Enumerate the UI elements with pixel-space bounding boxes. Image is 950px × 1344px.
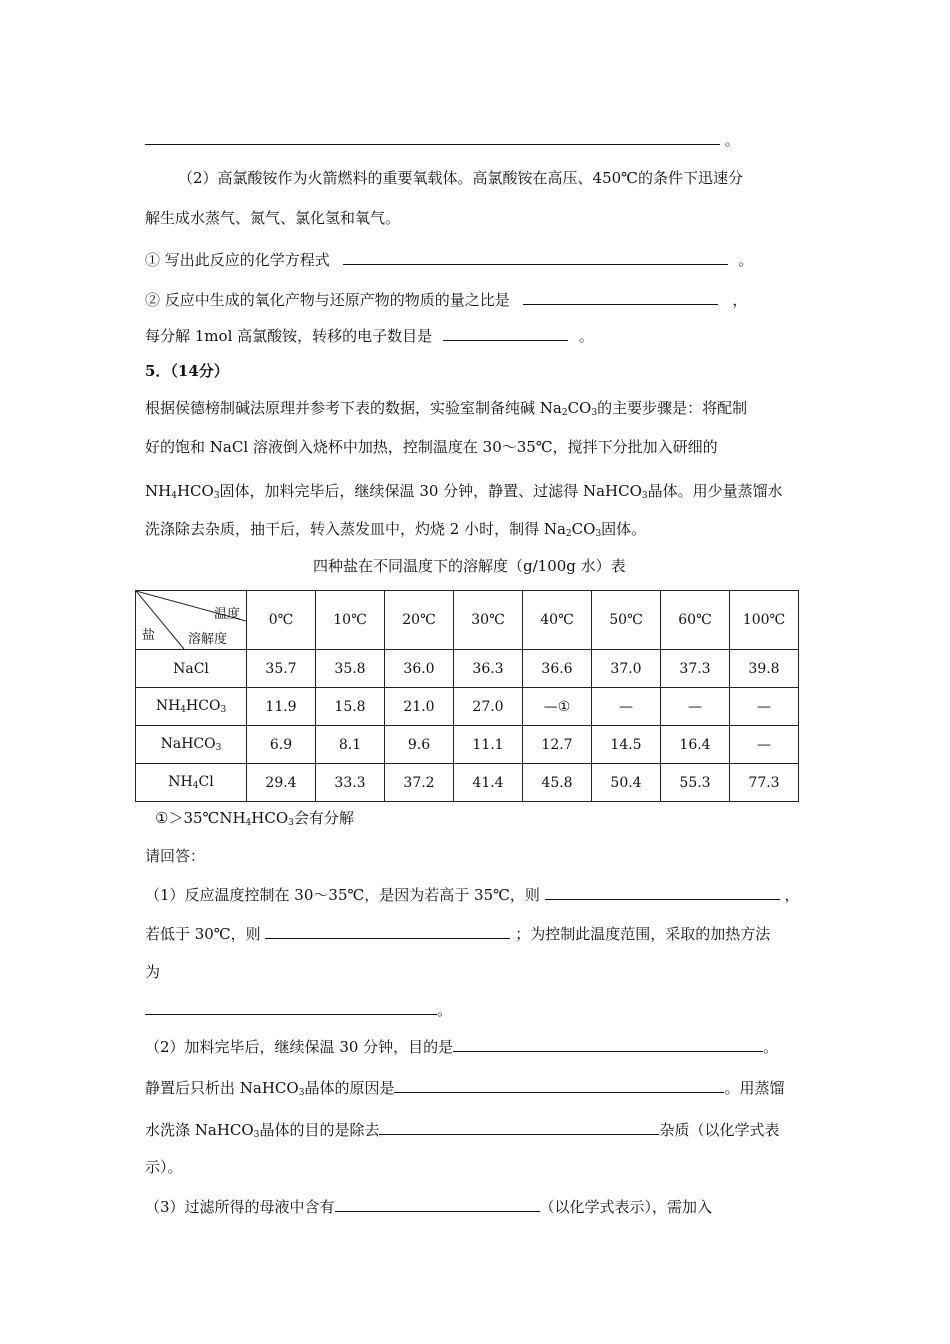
value-cell: 50.4 [592,764,661,802]
value-cell: 45.8 [523,764,592,802]
sub-question-text: ① 写出此反应的化学方程式 [145,251,330,269]
value-cell: 37.2 [385,764,454,802]
header-cell: 50℃ [592,591,661,650]
value-cell: 12.7 [523,726,592,764]
value-cell: 8.1 [316,726,385,764]
table-row [136,764,799,802]
salt-cell: NaCl [136,650,247,688]
q5-2-line4: 示）。 [145,1158,183,1176]
answer-blank[interactable] [453,1035,763,1052]
table-row [136,688,799,726]
q4-2-line2: 解生成水蒸气、氮气、氯化氢和氧气。 [145,209,401,227]
q5-3-line1: （3）过滤所得的母液中含有 （以化学式表示），需加入 [145,1195,712,1217]
q5-1-line3: 为 [145,963,161,981]
table-footnote: $①>35℃NH_4HCO_3$会有分解 [155,809,354,828]
answer-blank[interactable] [335,1195,540,1212]
table-row [136,650,799,688]
answer-blank[interactable] [145,128,720,145]
value-cell: 33.3 [316,764,385,802]
q5-1-line1: （1）反应温度控制在 30～35℃，是因为若高于 35℃，则 ， [145,883,799,905]
header-cell: 30℃ [454,591,523,650]
value-cell: 36.0 [385,650,454,688]
value-cell: 55.3 [661,764,730,802]
answer-blank[interactable] [545,883,780,900]
salt-cell: NaHCO$_3$ [136,726,247,764]
answer-line-top [145,128,740,150]
value-cell: 11.9 [247,688,316,726]
value-cell: 16.4 [661,726,730,764]
header-cell: 40℃ [523,591,592,650]
answer-blank[interactable] [265,922,510,939]
punctuation: 。 [738,251,754,269]
table-corner-cell [136,591,247,650]
q5-para-line2: 好的饱和 NaCl 溶液倒入烧杯中加热，控制温度在 30～35℃，搅拌下分批加入研细的 [145,438,718,456]
q4-2-sub1 [145,248,753,270]
answer-blank[interactable] [145,998,437,1015]
q5-heading: 5．（14分） [145,362,229,380]
value-cell: 35.7 [247,650,316,688]
value-cell: 41.4 [454,764,523,802]
value-cell: 39.8 [730,650,799,688]
sub-question-text: 每分解 1mol 高氯酸铵，转移的电子数目是 [145,327,433,345]
sub-question-text: ② 反应中生成的氧化产物与还原产物的物质的量之比是 [145,291,510,309]
answer-prompt: 请回答： [145,847,206,865]
q4-2-sub3 [145,324,594,346]
value-cell: 21.0 [385,688,454,726]
q5-para-line4: 洗涤除去杂质，抽干后，转入蒸发皿中，灼烧 2 小时，制得 $Na_2CO_3$固体。 [145,520,647,539]
q5-2-line1: （2）加料完毕后，继续保温 30 分钟，目的是 。 [145,1035,778,1057]
header-cell: 0℃ [247,591,316,650]
value-cell: 37.3 [661,650,730,688]
q5-1-line4: 。 [145,998,452,1020]
value-cell: 27.0 [454,688,523,726]
value-cell: 15.8 [316,688,385,726]
value-cell: 36.6 [523,650,592,688]
punctuation: 。 [578,327,594,345]
value-cell: 36.3 [454,650,523,688]
q5-para-line1: 根据侯德榜制碱法原理并参考下表的数据，实验室制备纯碱 $Na_2CO_3$的主要步骤是：将配制 [145,399,748,418]
q4-2-line1: （2）高氯酸铵作为火箭燃料的重要氧载体。高氯酸铵在高压、450℃的条件下迅速分 [178,169,743,187]
value-cell: 37.0 [592,650,661,688]
corner-label-solubility: 溶解度 [188,632,228,647]
value-cell: — [730,726,799,764]
value-cell: —① [523,688,592,726]
value-cell: 35.8 [316,650,385,688]
header-cell: 60℃ [661,591,730,650]
salt-cell: $NH_4HCO_3$ [136,688,247,726]
table-header-row [136,591,799,650]
punctuation: ， [732,291,748,309]
q5-2-line2: 静置后只析出 NaHCO$_3$晶体的原因是 。用蒸馏 [145,1076,784,1103]
answer-blank[interactable] [343,248,728,265]
answer-blank[interactable] [523,288,718,305]
table-row [136,726,799,764]
answer-blank[interactable] [443,324,568,341]
value-cell: 14.5 [592,726,661,764]
q5-1-line2: 若低于 30℃，则 ；为控制此温度范围，采取的加热方法 [145,922,770,944]
q4-2-sub2 [145,288,747,310]
value-cell: 9.6 [385,726,454,764]
value-cell: — [592,688,661,726]
value-cell: — [661,688,730,726]
header-cell: 10℃ [316,591,385,650]
value-cell: 29.4 [247,764,316,802]
value-cell: 6.9 [247,726,316,764]
value-cell: 11.1 [454,726,523,764]
value-cell: 77.3 [730,764,799,802]
corner-label-salt: 盐 [142,628,156,643]
header-cell: 100℃ [730,591,799,650]
value-cell: — [730,688,799,726]
punctuation: 。 [724,131,740,149]
table-title: 四种盐在不同温度下的溶解度（g/100g 水）表 [313,557,626,575]
solubility-table [135,590,799,802]
q5-2-line3: 水洗涤 NaHCO$_3$晶体的目的是除去 杂质（以化学式表 [145,1118,779,1145]
q5-para-line3: $NH_4HCO_3$固体，加料完毕后，继续保温 30 分钟，静置、过滤得 NaHCO$_3$晶体。用少量蒸馏水 [145,482,783,501]
corner-label-temp: 温度 [213,607,240,622]
salt-cell: $NH_4Cl$ [136,764,247,802]
header-cell: 20℃ [385,591,454,650]
answer-blank[interactable] [379,1118,659,1135]
answer-blank[interactable] [394,1076,724,1093]
